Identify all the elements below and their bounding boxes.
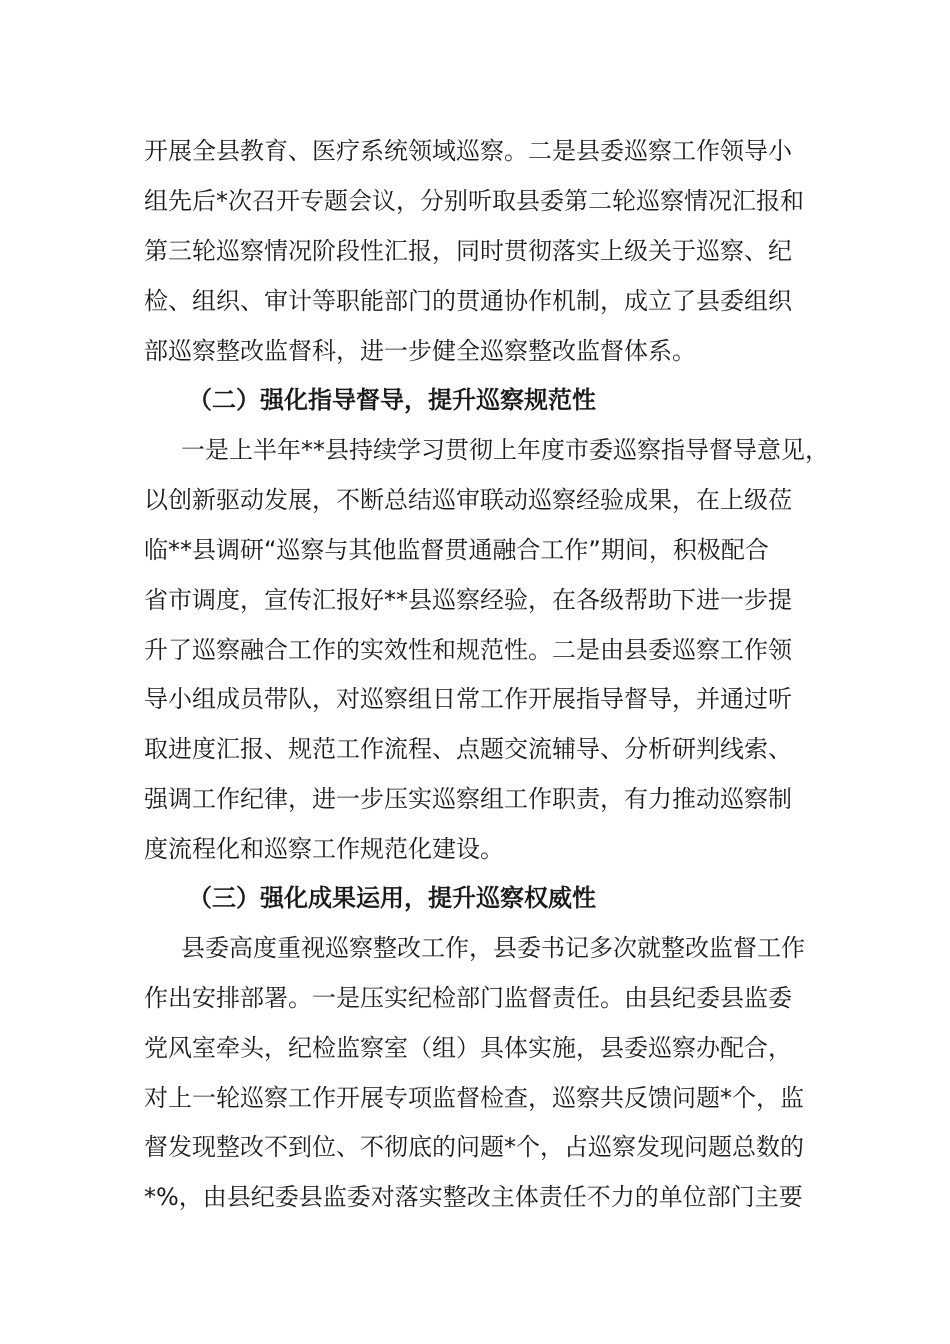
body-text-line: *%，由县纪委县监委对落实整改主体责任不力的单位部门主要 [144,1183,803,1211]
body-text-line: 对上一轮巡察工作开展专项监督检查，巡察共反馈问题*个，监 [144,1084,804,1112]
body-text-line: 强调工作纪律，进一步压实巡察组工作职责，有力推动巡察制 [144,785,792,813]
body-text-line: 临**县调研“巡察与其他监督贯通融合工作”期间，积极配合 [144,536,769,564]
body-text-line: 作出安排部署。一是压实纪检部门监督责任。由县纪委县监委 [144,984,792,1012]
body-text-line: 以创新驱动发展，不断总结巡审联动巡察经验成果，在上级莅 [144,486,792,514]
body-text-line: 一是上半年**县持续学习贯彻上年度市委巡察指导督导意见， [181,436,829,464]
body-text-line: 党风室牵头，纪检监察室（组）具体实施，县委巡察办配合， [144,1034,792,1062]
body-text-line: 组先后*次召开专题会议，分别听取县委第二轮巡察情况汇报和 [144,187,804,215]
body-text-line: 开展全县教育、医疗系统领域巡察。二是县委巡察工作领导小 [144,137,792,165]
body-text-line: 督发现整改不到位、不彻底的问题*个，占巡察发现问题总数的 [144,1133,804,1161]
body-text-line: 检、组织、审计等职能部门的贯通协作机制，成立了县委组织 [144,287,792,315]
section-heading: （三）强化成果运用，提升巡察权威性 [188,884,596,912]
body-text-line: 第三轮巡察情况阶段性汇报，同时贯彻落实上级关于巡察、纪 [144,237,792,265]
body-text-line: 部巡察整改监督科，进一步健全巡察整改监督体系。 [144,337,696,365]
body-text-line: 升了巡察融合工作的实效性和规范性。二是由县委巡察工作领 [144,636,792,664]
body-text-line: 导小组成员带队，对巡察组日常工作开展指导督导，并通过听 [144,685,792,713]
body-text-line: 取进度汇报、规范工作流程、点题交流辅导、分析研判线索、 [144,735,792,763]
body-text-line: 县委高度重视巡察整改工作，县委书记多次就整改监督工作 [181,934,805,962]
body-text-line: 省市调度，宣传汇报好**县巡察经验，在各级帮助下进一步提 [144,586,792,614]
section-heading: （二）强化指导督导，提升巡察规范性 [188,386,596,414]
body-text-line: 度流程化和巡察工作规范化建设。 [144,835,504,863]
